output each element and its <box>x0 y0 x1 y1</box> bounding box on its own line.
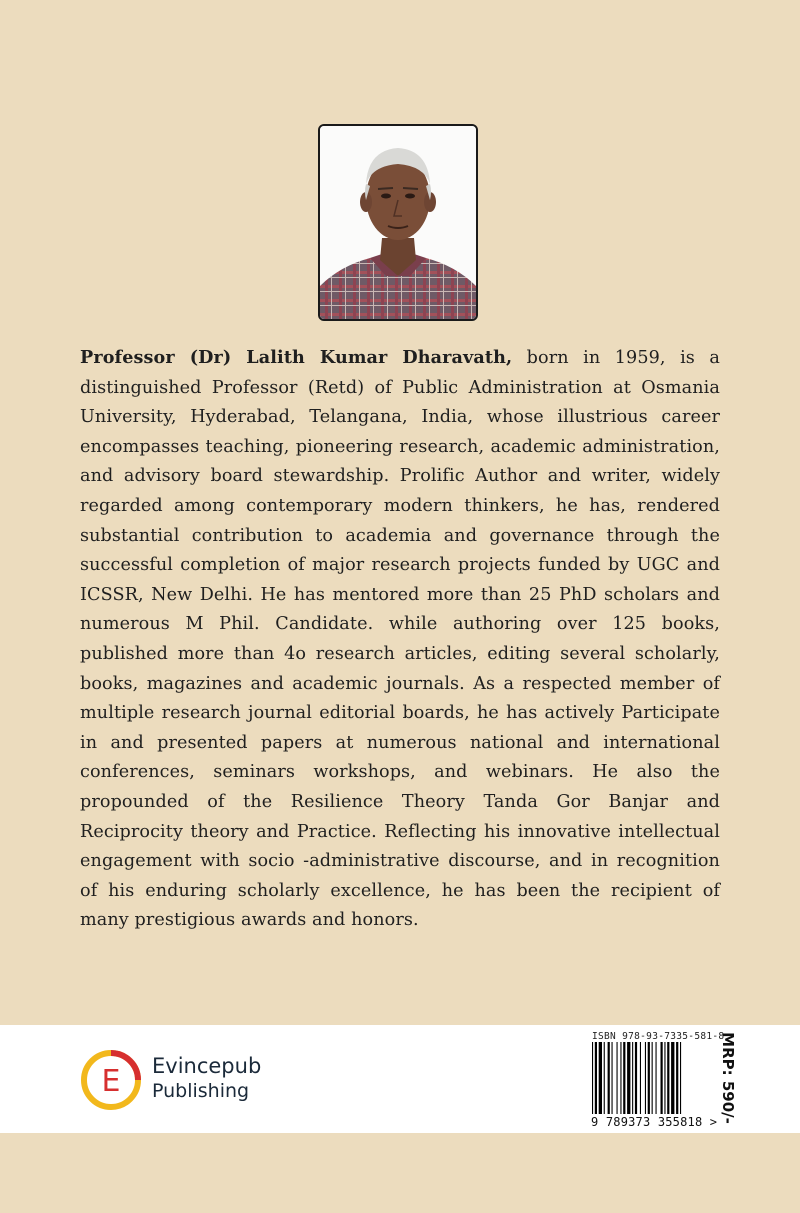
author-photo <box>318 124 478 321</box>
barcode-digits: 9 789373 355818 > <box>591 1115 718 1129</box>
publisher-sub: Publishing <box>152 1080 250 1102</box>
author-bio-text: born in 1959, is a distinguished Professor (Retd) of Public Administration at Osmania University, Hyderabad, Telangana, India, whose illustrious career encompasses teaching, pioneering research, academic administration, and advisory board stewardship. Prolific Author and writer, widely regarded among contemporary modern thinkers, he has, rendered substantial contribution to academia and governance through the successful completion of major research projects funded by UGC and ICSSR, New Delhi. He has mentored more than 25 PhD scholars and numerous M Phil. Candidate. while authoring over 125 books, published more than 4o research articles, editing several scholarly, books, magazines and academic journals. As a respected member of multiple research journal editorial boards, he has actively Participate in and presented papers at numerous national and international conferences, seminars workshops, and webinars. He also the propounded of the Resilience Theory Tanda Gor Banjar and Reciprocity theory and Practice. Reflecting his innovative intellectual engagement with socio -administrative discourse, and in recognition of his enduring scholarly excellence, he has been the recipient of many prestigious awards and honors. <box>80 348 720 931</box>
isbn-label: ISBN 978-93-7335-581-8 <box>592 1031 725 1042</box>
author-bio <box>80 343 720 936</box>
logo-letter: E <box>101 1064 121 1099</box>
publisher-brand <box>152 1054 261 1104</box>
author-name: Professor (Dr) Lalith Kumar Dharavath, <box>80 347 513 368</box>
publisher-name: Evincepub <box>152 1054 262 1078</box>
author-portrait-image <box>320 126 476 319</box>
barcode-icon <box>590 1042 715 1114</box>
price-label: MRP: 590/- <box>719 1032 737 1124</box>
evincepub-logo-icon <box>80 1049 142 1111</box>
